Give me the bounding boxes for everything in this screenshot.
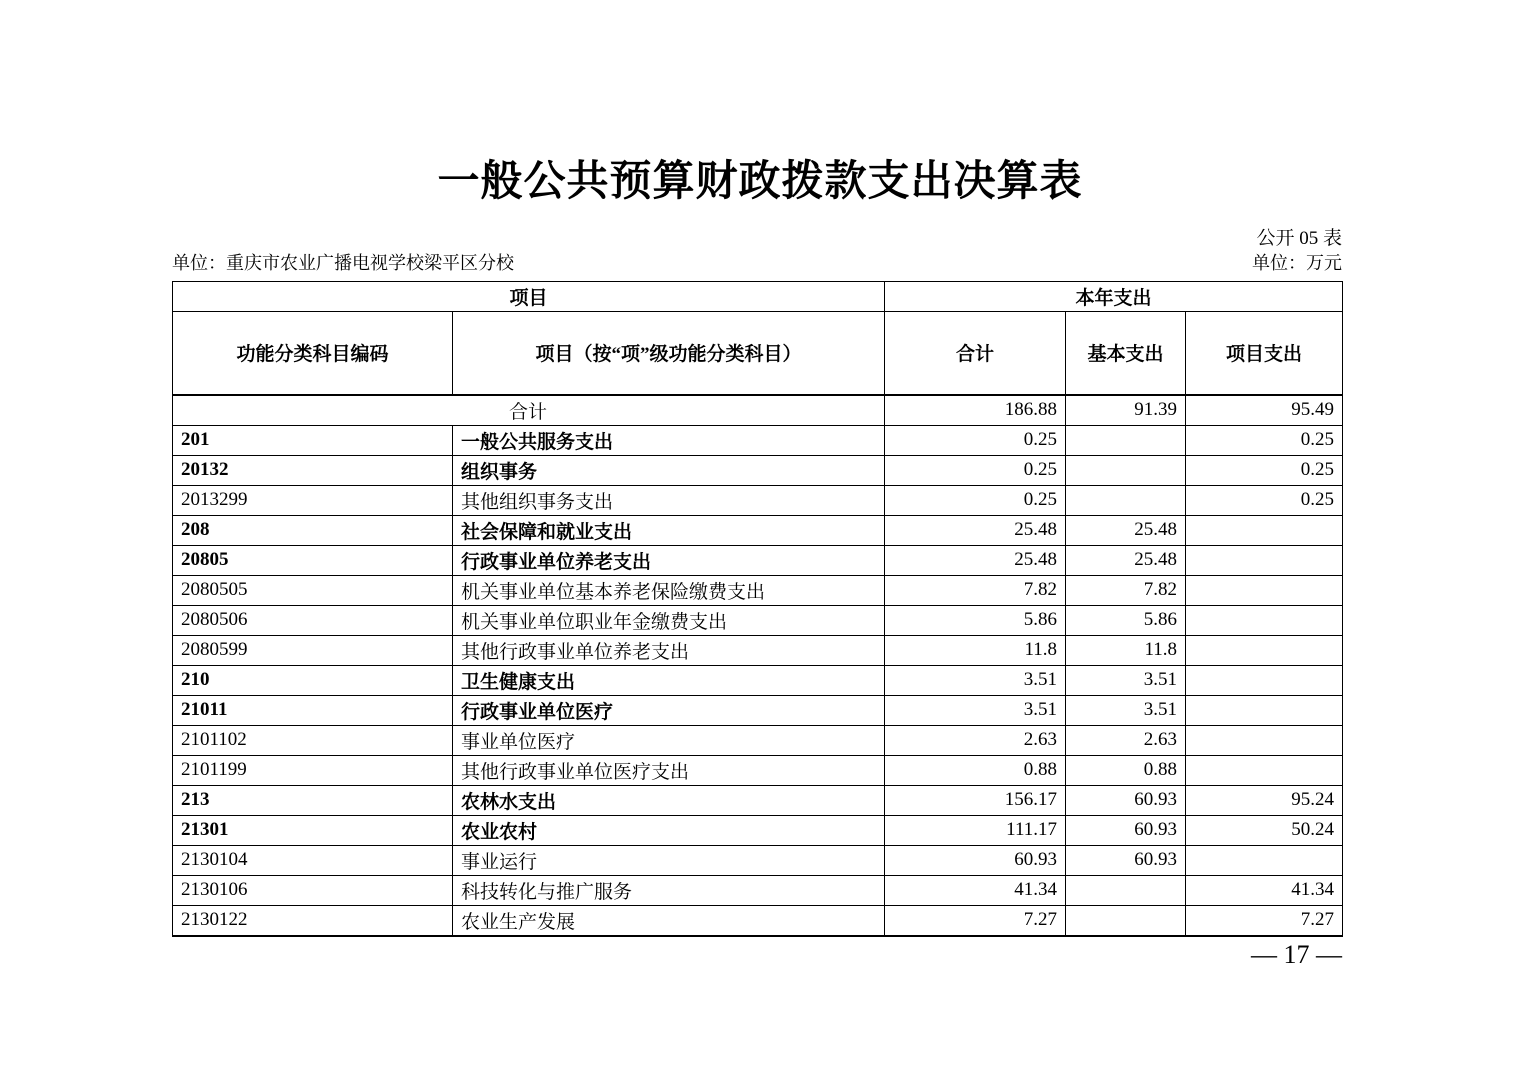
basic-expenditure-cell — [1066, 425, 1186, 455]
total-amount-cell: 0.25 — [885, 455, 1066, 485]
table-row — [173, 725, 1343, 755]
function-code-cell: 2130122 — [173, 905, 453, 936]
table-row — [173, 845, 1343, 875]
basic-expenditure-cell: 25.48 — [1066, 545, 1186, 575]
table-row — [173, 875, 1343, 905]
budget-table — [172, 281, 1343, 937]
item-name-cell: 事业运行 — [453, 845, 885, 875]
table-row — [173, 425, 1343, 455]
function-code-cell: 2130106 — [173, 875, 453, 905]
project-expenditure-cell — [1186, 635, 1343, 665]
table-row — [173, 785, 1343, 815]
table-row — [173, 485, 1343, 515]
header-col-basic: 基本支出 — [1066, 312, 1186, 395]
item-name-cell: 农业生产发展 — [453, 905, 885, 936]
project-expenditure-cell — [1186, 725, 1343, 755]
function-code-cell: 210 — [173, 665, 453, 695]
total-amount-cell: 25.48 — [885, 515, 1066, 545]
function-code-cell: 20132 — [173, 455, 453, 485]
total-amount-cell: 25.48 — [885, 545, 1066, 575]
function-code-cell: 213 — [173, 785, 453, 815]
header-col-project: 项目支出 — [1186, 312, 1343, 395]
total-amount-cell: 11.8 — [885, 635, 1066, 665]
basic-expenditure-cell: 91.39 — [1066, 395, 1186, 426]
function-code-cell: 2101102 — [173, 725, 453, 755]
table-body — [173, 395, 1343, 936]
basic-expenditure-cell — [1066, 905, 1186, 936]
table-row — [173, 695, 1343, 725]
total-amount-cell: 41.34 — [885, 875, 1066, 905]
basic-expenditure-cell: 25.48 — [1066, 515, 1186, 545]
currency-unit-label: 单位：万元 — [1252, 253, 1342, 273]
project-expenditure-cell: 50.24 — [1186, 815, 1343, 845]
project-expenditure-cell: 41.34 — [1186, 875, 1343, 905]
header-group-row — [173, 282, 1343, 312]
header-col-item: 项目（按“项”级功能分类科目） — [453, 312, 885, 395]
total-amount-cell: 5.86 — [885, 605, 1066, 635]
basic-expenditure-cell — [1066, 485, 1186, 515]
table-row — [173, 605, 1343, 635]
header-col-total: 合计 — [885, 312, 1066, 395]
header-col-code: 功能分类科目编码 — [173, 312, 453, 395]
table-code-label: 公开 05 表 — [1256, 228, 1342, 249]
total-amount-cell: 7.82 — [885, 575, 1066, 605]
function-code-cell: 21301 — [173, 815, 453, 845]
basic-expenditure-cell — [1066, 875, 1186, 905]
header-columns-row — [173, 312, 1343, 395]
function-code-cell: 2130104 — [173, 845, 453, 875]
function-code-cell: 201 — [173, 425, 453, 455]
project-expenditure-cell: 95.24 — [1186, 785, 1343, 815]
function-code-cell: 2080506 — [173, 605, 453, 635]
total-amount-cell: 111.17 — [885, 815, 1066, 845]
item-name-cell: 行政事业单位养老支出 — [453, 545, 885, 575]
item-name-cell: 其他行政事业单位养老支出 — [453, 635, 885, 665]
table-row — [173, 665, 1343, 695]
basic-expenditure-cell — [1066, 455, 1186, 485]
project-expenditure-cell: 95.49 — [1186, 395, 1343, 426]
function-code-cell: 20805 — [173, 545, 453, 575]
basic-expenditure-cell: 60.93 — [1066, 785, 1186, 815]
item-name-cell: 科技转化与推广服务 — [453, 875, 885, 905]
project-expenditure-cell — [1186, 605, 1343, 635]
page-title: 一般公共预算财政拨款支出决算表 — [437, 159, 1083, 205]
item-name-cell: 机关事业单位基本养老保险缴费支出 — [453, 575, 885, 605]
item-name-cell: 行政事业单位医疗 — [453, 695, 885, 725]
project-expenditure-cell — [1186, 845, 1343, 875]
total-amount-cell: 3.51 — [885, 695, 1066, 725]
item-name-cell: 一般公共服务支出 — [453, 425, 885, 455]
basic-expenditure-cell: 3.51 — [1066, 695, 1186, 725]
table-row — [173, 635, 1343, 665]
item-name-cell: 合计 — [173, 395, 885, 426]
basic-expenditure-cell: 60.93 — [1066, 815, 1186, 845]
function-code-cell: 21011 — [173, 695, 453, 725]
project-expenditure-cell — [1186, 695, 1343, 725]
project-expenditure-cell — [1186, 515, 1343, 545]
table-row — [173, 395, 1343, 426]
page-number: — 17 — — [1251, 940, 1342, 969]
basic-expenditure-cell: 0.88 — [1066, 755, 1186, 785]
basic-expenditure-cell: 5.86 — [1066, 605, 1186, 635]
function-code-cell: 2080599 — [173, 635, 453, 665]
project-expenditure-cell: 0.25 — [1186, 425, 1343, 455]
item-name-cell: 其他组织事务支出 — [453, 485, 885, 515]
project-expenditure-cell: 0.25 — [1186, 455, 1343, 485]
item-name-cell: 农林水支出 — [453, 785, 885, 815]
total-amount-cell: 186.88 — [885, 395, 1066, 426]
item-name-cell: 农业农村 — [453, 815, 885, 845]
item-name-cell: 组织事务 — [453, 455, 885, 485]
table-row — [173, 815, 1343, 845]
total-amount-cell: 0.25 — [885, 485, 1066, 515]
total-amount-cell: 156.17 — [885, 785, 1066, 815]
basic-expenditure-cell: 3.51 — [1066, 665, 1186, 695]
project-expenditure-cell — [1186, 665, 1343, 695]
function-code-cell: 208 — [173, 515, 453, 545]
total-amount-cell: 0.88 — [885, 755, 1066, 785]
total-amount-cell: 7.27 — [885, 905, 1066, 936]
item-name-cell: 社会保障和就业支出 — [453, 515, 885, 545]
table-header — [173, 282, 1343, 395]
basic-expenditure-cell: 11.8 — [1066, 635, 1186, 665]
meta-line — [172, 249, 1342, 275]
total-amount-cell: 60.93 — [885, 845, 1066, 875]
table-row — [173, 755, 1343, 785]
item-name-cell: 事业单位医疗 — [453, 725, 885, 755]
item-name-cell: 机关事业单位职业年金缴费支出 — [453, 605, 885, 635]
project-expenditure-cell — [1186, 755, 1343, 785]
project-expenditure-cell — [1186, 545, 1343, 575]
total-amount-cell: 3.51 — [885, 665, 1066, 695]
project-expenditure-cell — [1186, 575, 1343, 605]
item-name-cell: 卫生健康支出 — [453, 665, 885, 695]
function-code-cell: 2080505 — [173, 575, 453, 605]
table-row — [173, 545, 1343, 575]
table-row — [173, 455, 1343, 485]
function-code-cell: 2101199 — [173, 755, 453, 785]
header-expenditure-group: 本年支出 — [885, 282, 1343, 312]
project-expenditure-cell: 0.25 — [1186, 485, 1343, 515]
header-item-group: 项目 — [173, 282, 885, 312]
total-amount-cell: 0.25 — [885, 425, 1066, 455]
function-code-cell: 2013299 — [173, 485, 453, 515]
basic-expenditure-cell: 7.82 — [1066, 575, 1186, 605]
basic-expenditure-cell: 60.93 — [1066, 845, 1186, 875]
basic-expenditure-cell: 2.63 — [1066, 725, 1186, 755]
table-row — [173, 575, 1343, 605]
table-row — [173, 515, 1343, 545]
total-amount-cell: 2.63 — [885, 725, 1066, 755]
project-expenditure-cell: 7.27 — [1186, 905, 1343, 936]
item-name-cell: 其他行政事业单位医疗支出 — [453, 755, 885, 785]
table-row — [173, 905, 1343, 936]
unit-label: 单位：重庆市农业广播电视学校梁平区分校 — [172, 253, 514, 273]
